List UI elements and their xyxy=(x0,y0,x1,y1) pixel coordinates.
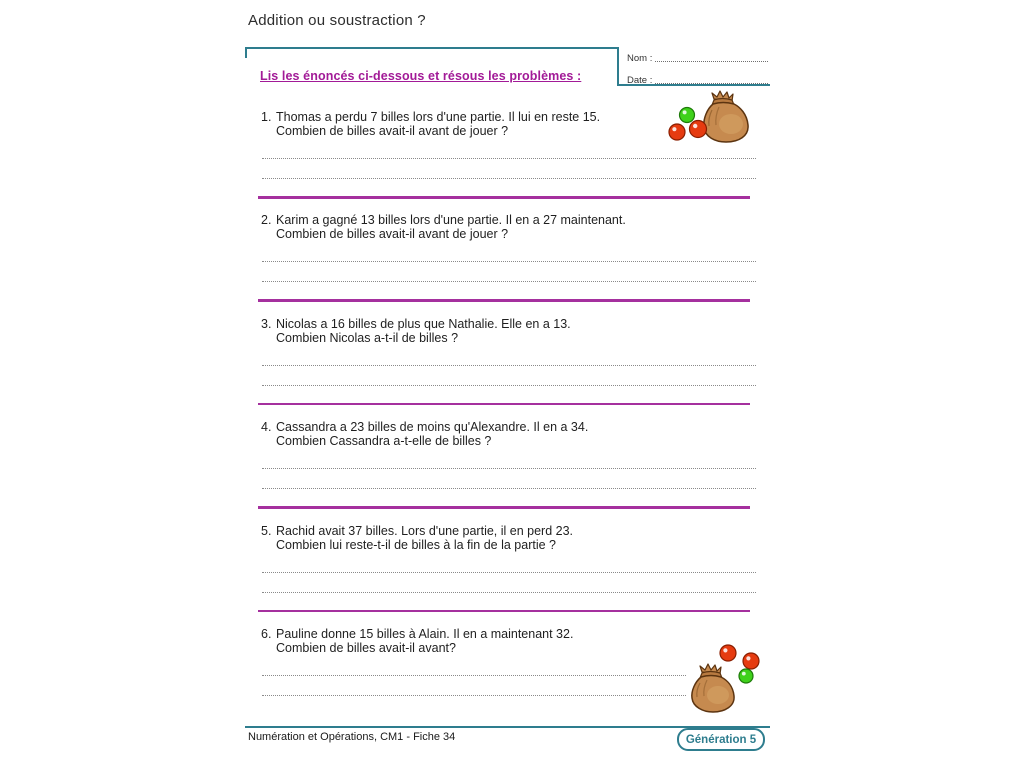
answer-write-line xyxy=(262,592,756,593)
problem-number: 5. xyxy=(261,523,272,538)
problem-text xyxy=(276,420,754,448)
marble-icon xyxy=(720,645,736,661)
problem-separator xyxy=(258,610,750,613)
marble-icon xyxy=(739,669,753,683)
problem-text xyxy=(276,524,754,552)
header-rule-left-tick xyxy=(245,47,247,58)
date-write-line xyxy=(655,83,768,84)
problem-item xyxy=(258,317,754,420)
problems-list xyxy=(258,110,754,730)
date-label: Date : xyxy=(627,75,653,86)
name-row xyxy=(627,47,768,64)
answer-write-line xyxy=(262,468,756,469)
date-row xyxy=(627,69,768,86)
problem-number: 4. xyxy=(261,420,272,435)
problem-line1: Rachid avait 37 billes. Lors d'une partie, il en perd 23. xyxy=(276,523,574,538)
answer-write-line xyxy=(262,695,686,696)
header-rule-vertical xyxy=(617,47,619,86)
generation5-badge: Génération 5 xyxy=(677,728,765,751)
problem-line2: Combien Nicolas a-t-il de billes ? xyxy=(276,330,459,345)
marble-icon xyxy=(743,653,759,669)
problem-line1: Nicolas a 16 billes de plus que Nathalie. Elle en a 13. xyxy=(276,316,571,331)
problem-line1: Pauline donne 15 billes à Alain. Il en a maintenant 32. xyxy=(276,626,574,641)
problem-separator xyxy=(258,403,750,406)
problem-number: 1. xyxy=(261,110,272,124)
problem-item xyxy=(258,524,754,627)
bag-icon xyxy=(692,664,734,712)
instruction-heading: Lis les énoncés ci-dessous et résous les problèmes : xyxy=(260,69,582,83)
header-rule-left xyxy=(245,47,619,49)
nom-date-box xyxy=(627,47,768,91)
problem-separator xyxy=(258,299,750,302)
problem-item xyxy=(258,420,754,523)
marbles-bag-illustration-bottom xyxy=(688,644,768,714)
marble-icon xyxy=(680,108,695,123)
problem-line2: Combien lui reste-t-il de billes à la fin de la partie ? xyxy=(276,537,556,552)
answer-write-line xyxy=(262,572,756,573)
page-title: Addition ou soustraction ? xyxy=(248,12,426,29)
marbles-bag-illustration-top xyxy=(666,87,762,149)
problem-number: 6. xyxy=(261,626,272,641)
answer-write-line xyxy=(262,158,756,159)
problem-line1: Karim a gagné 13 billes lors d'une partie. Il en a 27 maintenant. xyxy=(276,213,626,228)
problem-line2: Combien Cassandra a-t-elle de billes ? xyxy=(276,434,492,449)
name-write-line xyxy=(655,61,768,62)
marble-icon xyxy=(669,124,685,140)
problem-separator xyxy=(258,506,750,509)
problem-text xyxy=(276,213,754,241)
problem-separator xyxy=(258,196,750,199)
problem-line1: Cassandra a 23 billes de moins qu'Alexandre. Il en a 34. xyxy=(276,420,589,435)
problem-line2: Combien de billes avait-il avant? xyxy=(276,640,456,655)
name-label: Nom : xyxy=(627,53,653,64)
answer-write-line xyxy=(262,281,756,282)
problem-line1: Thomas a perdu 7 billes lors d'une partie. Il lui en reste 15. xyxy=(276,110,601,124)
problem-text xyxy=(276,317,754,345)
footer-text: Numération et Opérations, CM1 - Fiche 34 xyxy=(248,731,456,743)
problem-line2: Combien de billes avait-il avant de jouer ? xyxy=(276,124,509,138)
bag-icon xyxy=(704,91,748,142)
problem-number: 3. xyxy=(261,316,272,331)
marble-icon xyxy=(690,121,707,138)
problem-number: 2. xyxy=(261,213,272,228)
answer-write-line xyxy=(262,675,686,676)
problem-item xyxy=(258,627,754,730)
answer-write-line xyxy=(262,365,756,366)
answer-write-line xyxy=(262,385,756,386)
answer-write-line xyxy=(262,488,756,489)
problem-text xyxy=(276,627,754,655)
answer-write-line xyxy=(262,261,756,262)
problem-line2: Combien de billes avait-il avant de jouer ? xyxy=(276,227,509,242)
answer-write-line xyxy=(262,178,756,179)
problem-item xyxy=(258,213,754,316)
